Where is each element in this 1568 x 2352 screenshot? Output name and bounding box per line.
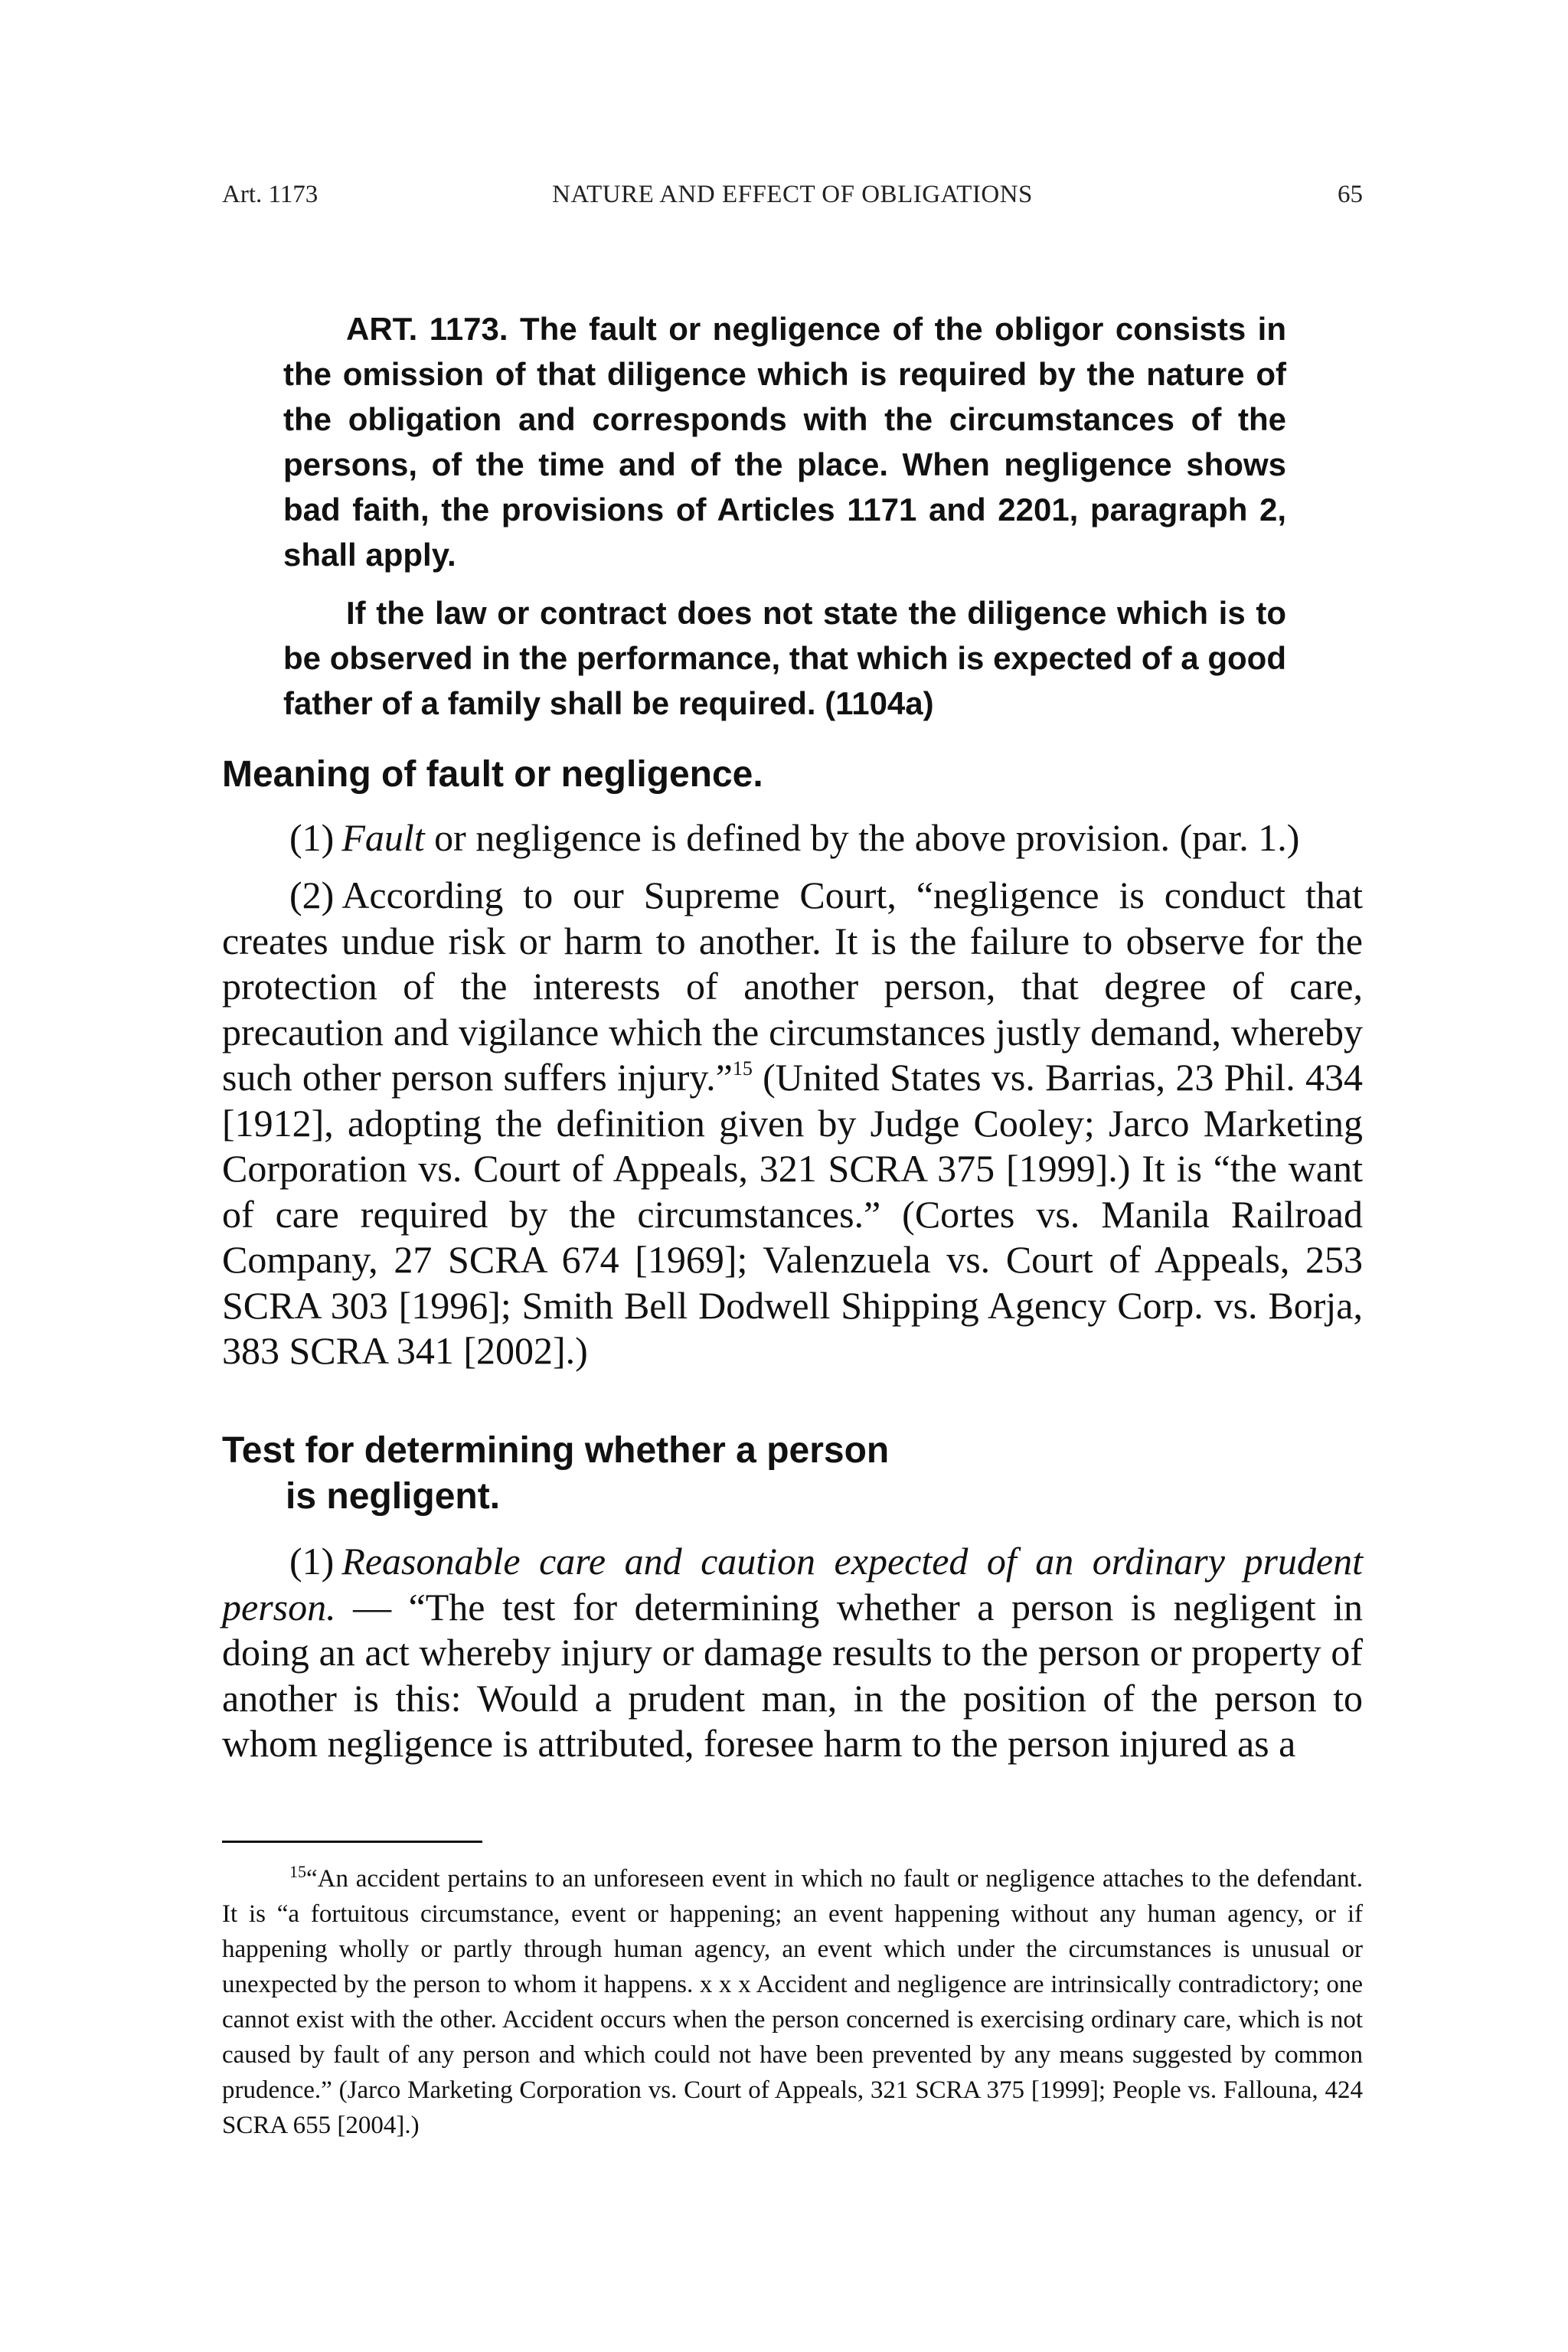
paragraph-text: According to our Supreme Court, “negligence is conduct that creates undue risk or harm to another. It is the failure to observe for the protection of the interests of another person, that degree of care, precaution and vigilance which the circumstances justly demand, whereby such other person suffers injury.” bbox=[222, 874, 1363, 1099]
paragraph-text: — “The test for determining whether a person is negligent in doing an act whereby injury or damage results to the person or property of another is this: Would a prudent man, in the position of the person to whom negligence is attributed, foresee harm to the person injured as a bbox=[222, 1585, 1363, 1765]
paragraph-text: or negligence is defined by the above provision. (par. 1.) bbox=[424, 816, 1300, 859]
meaning-paragraph-1 bbox=[222, 815, 1363, 861]
statute-text bbox=[283, 306, 1286, 726]
paragraph-text-continued: (United States vs. Barrias, 23 Phil. 434 [1912], adopting the definition given by Judge Cooley; Jarco Marketing Corporation vs. Court of Appeals, 321 SCRA 375 [1999].) It is “the want of care required by the circumstances.” (Cortes vs. Manila Railroad Company, 27 SCRA 674 [1969]; Valenzuela vs. Court of Appeals, 253 SCRA 303 [1996]; Smith Bell Dodwell Shipping Agency Corp. vs. Borja, 383 SCRA 341 [2002].) bbox=[222, 1056, 1363, 1372]
heading-line-1: Test for determining whether a person bbox=[222, 1430, 890, 1471]
footnote-divider bbox=[222, 1841, 482, 1843]
paragraph-number: (1) bbox=[289, 1540, 335, 1583]
footnote-15 bbox=[222, 1861, 1363, 2143]
section-heading-meaning: Meaning of fault or negligence. bbox=[222, 754, 763, 795]
running-head-title: NATURE AND EFFECT OF OBLIGATIONS bbox=[552, 181, 1033, 208]
statute-paragraph-1: ART. 1173. The fault or negligence of the obligor consists in the omission of that diligence which is required by the nature of the obligation and corresponds with the circumstances of the persons, of the time and of the place. When negligence shows bad faith, the provisions of Articles 1171 and 2201, paragraph 2, shall apply. bbox=[283, 311, 1286, 573]
meaning-paragraph-2 bbox=[222, 873, 1363, 1374]
running-head bbox=[222, 181, 1363, 219]
page-number: 65 bbox=[1338, 181, 1363, 208]
footnote-reference[interactable]: 15 bbox=[732, 1057, 753, 1080]
italic-subheading: Reasonable care and caution expected of an ordinary prudent person. bbox=[222, 1540, 1363, 1628]
running-head-article: Art. 1173 bbox=[222, 181, 318, 208]
book-page bbox=[222, 0, 1363, 2352]
heading-line-2: is negligent. bbox=[286, 1476, 501, 1517]
paragraph-number: (2) bbox=[289, 874, 335, 916]
section-heading-test bbox=[222, 1428, 1363, 1520]
footnote-text: “An accident pertains to an unforeseen event in which no fault or negligence attaches to the defendant. It is “a fortuitous circumstance, event or happening; an event happening without any human agency, or if happening wholly or partly through human agency, an event which under the circumstances is unusual or unexpected by the person to whom it happens. x x x Accident and negligence are intrinsically contradictory; one cannot exist with the other. Accident occurs when the person concerned is exercising ordinary care, which is not caused by fault of any person and which could not have been prevented by any means suggested by common prudence.” (Jarco Marketing Corporation vs. Court of Appeals, 321 SCRA 375 [1999]; People vs. Fallouna, 424 SCRA 655 [2004].) bbox=[222, 1865, 1363, 2139]
paragraph-number: (1) bbox=[289, 816, 335, 859]
footnote-marker: 15 bbox=[289, 1862, 306, 1881]
italic-term: Fault bbox=[341, 816, 425, 859]
test-paragraph-1 bbox=[222, 1539, 1363, 1767]
statute-paragraph-2: If the law or contract does not state the diligence which is to be observed in the performance, that which is expected of a good father of a family shall be required. (1104a) bbox=[283, 595, 1286, 721]
